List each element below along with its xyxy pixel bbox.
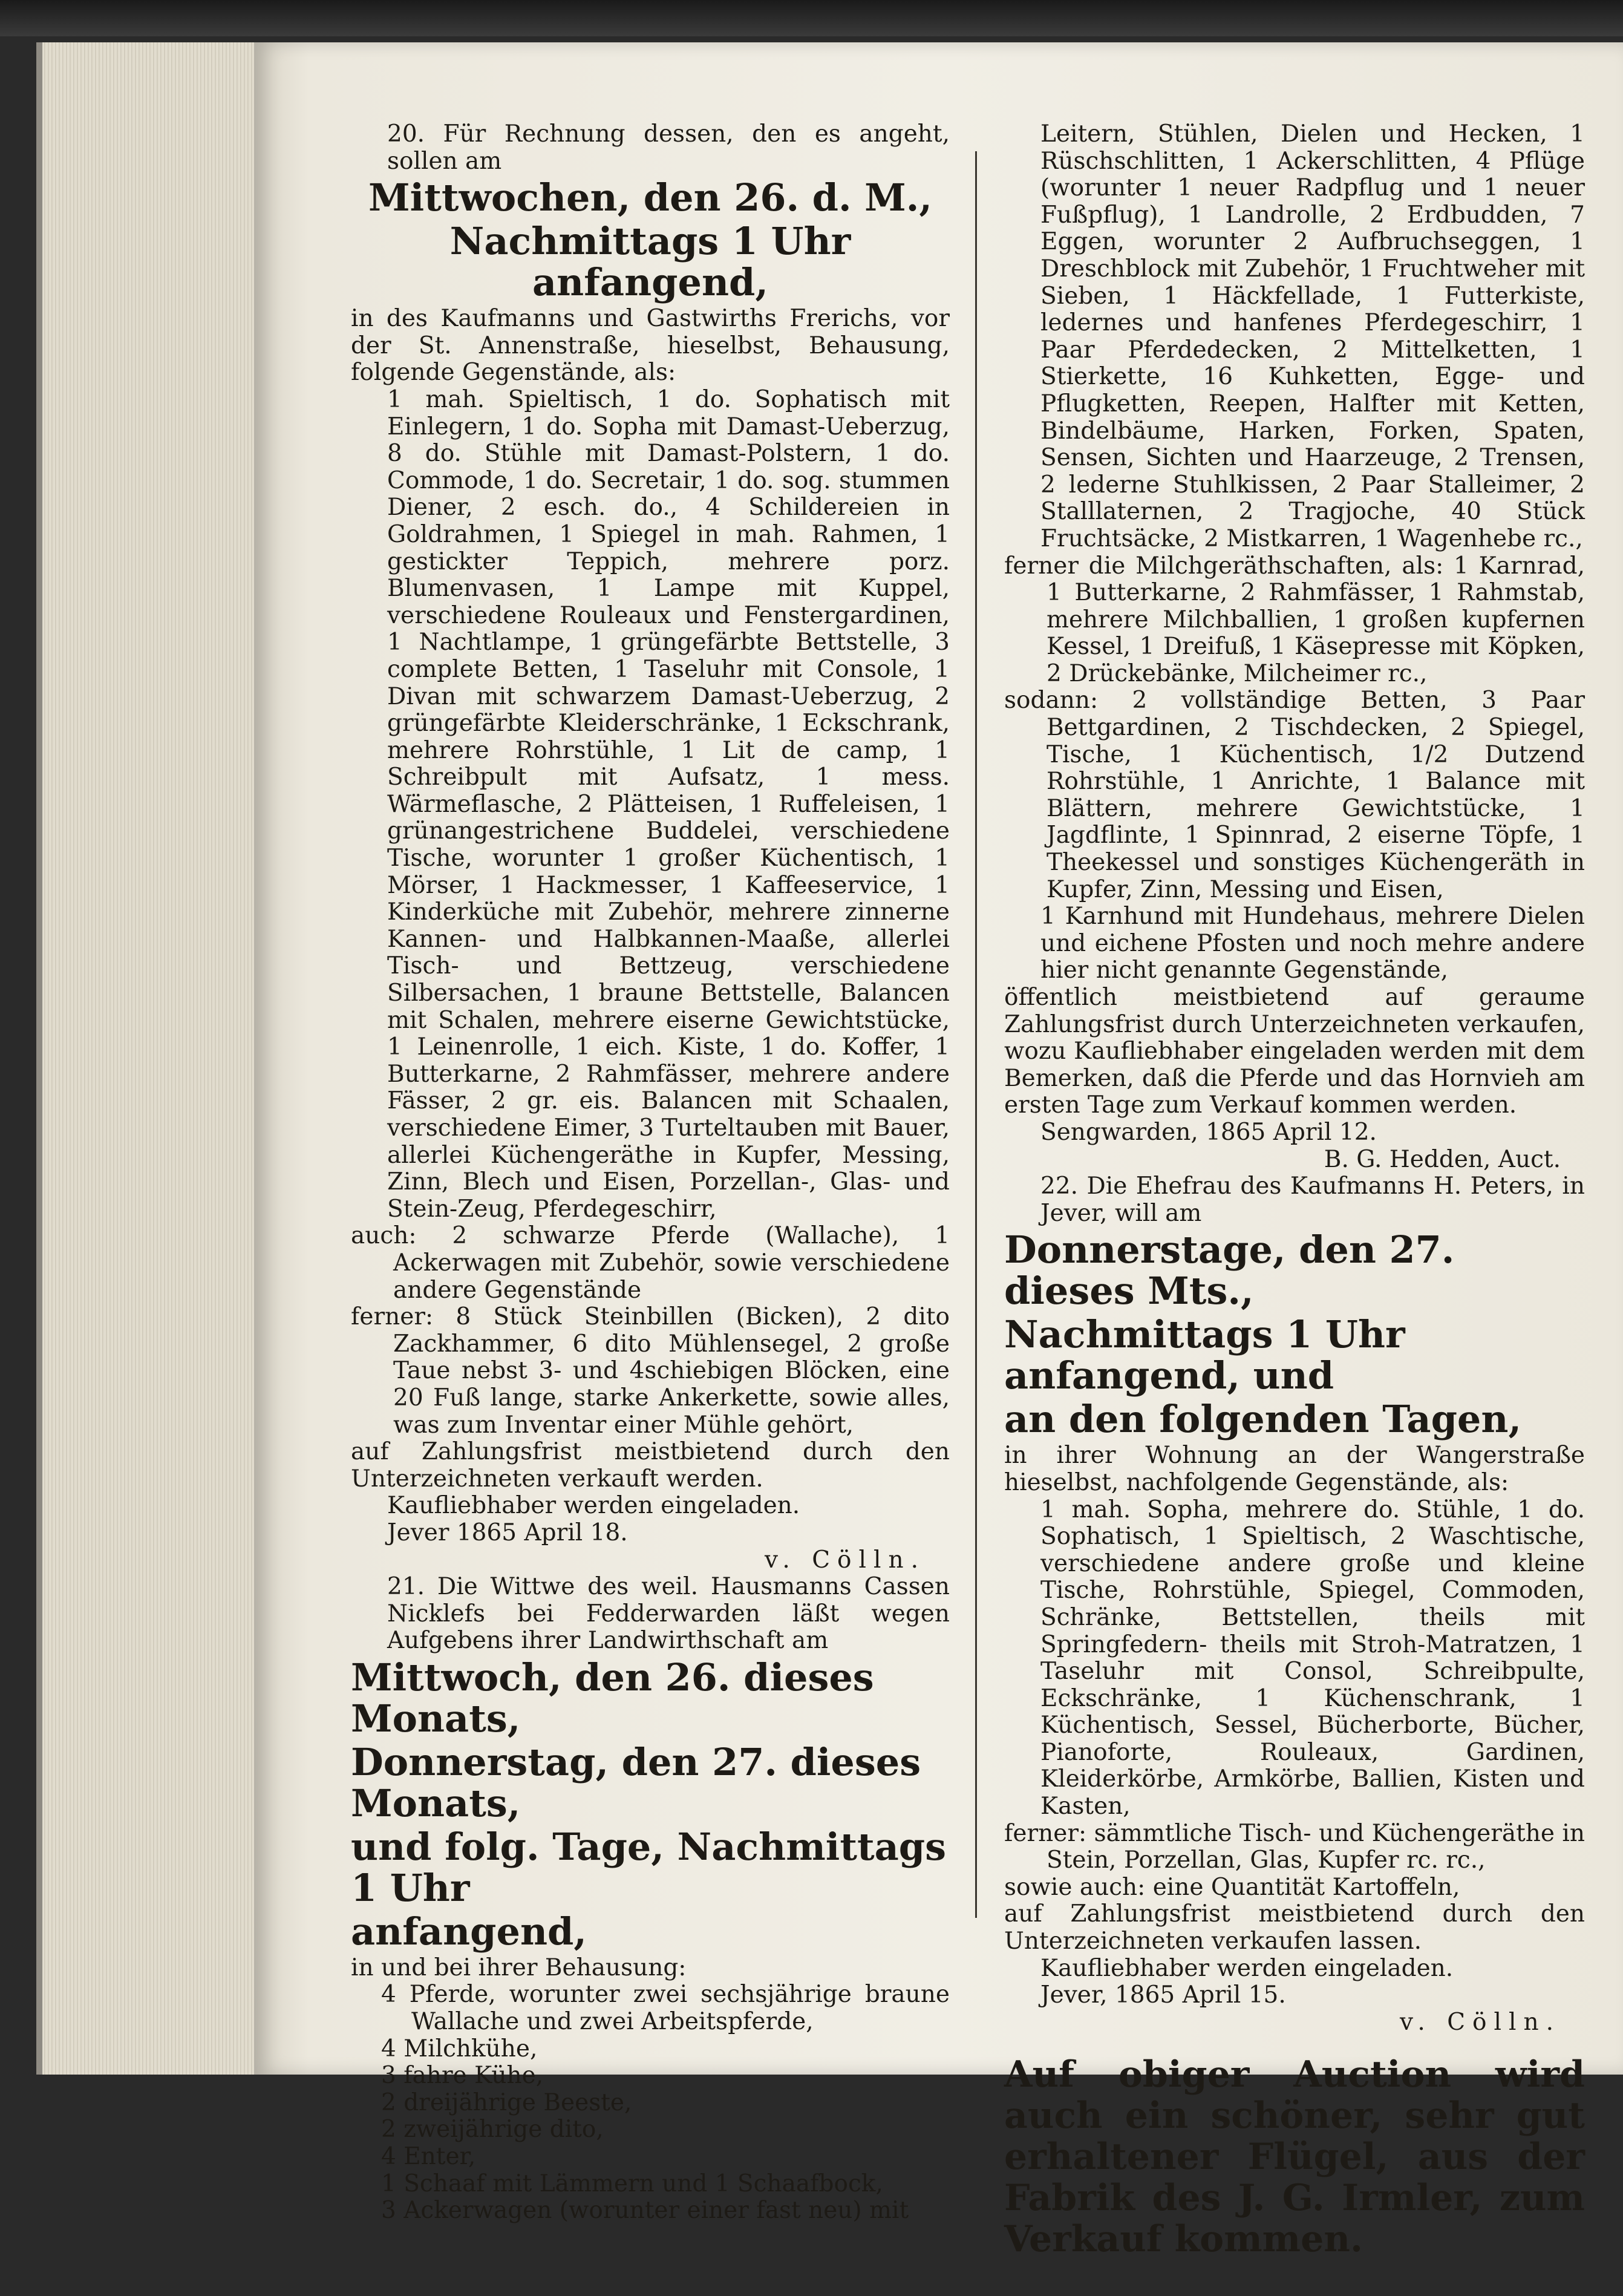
ad20-further: ferner: 8 Stück Steinbillen (Bicken), 2 dito Zackhammer, 6 dito Mühlensegel, 2 große Taue nebst 3- und 4schiebigen Blöcken, eine 20 Fuß lange, starke Ankerkette, sowie alles, was zum Inventar einer Mühle gehört, [351,1303,950,1439]
ad20-items: 1 mah. Spieltisch, 1 do. Sophatisch mit Einlegern, 1 do. Sopha mit Damast-Ueberzug, 8 do. Stühle mit Damast-Polstern, 1 do. Commode, 1 do. Secretair, 1 do. sog. stummen Diener, 2 esch. do., 4 Schildereien in Goldrahmen, 1 Spiegel in mah. Rahmen, 1 gestickter Teppich, mehrere porz. Blumenvasen, 1 Lampe mit Kuppel, verschiedene Rouleaux und Fenstergardinen, 1 Nachtlampe, 1 grüngefärbte Bettstelle, 3 complete Betten, 1 Taseluhr mit Console, 1 Divan mit schwarzem Damast-Ueberzug, 2 grüngefärbte Kleiderschränke, 1 Eckschrank, mehrere Rohrstühle, 1 Lit de camp, 1 Schreibpult mit Aufsatz, 1 mess. Wärmeflasche, 2 Plätteisen, 1 Ruffeleisen, 1 grünangestrichene Buddelei, verschiedene Tische, worunter 1 großer Küchentisch, 1 Mörser, 1 Hackmesser, 1 Kaffeeservice, 1 Kinderküche mit Zubehör, mehrere zinnerne Kannen- und Halbkannen-Maaße, allerlei Tisch- und Bettzeug, verschiedene Silbersachen, 1 braune Bettstelle, Balancen mit Schalen, mehrere eiserne Gewichtstücke, 1 Leinenrolle, 1 eich. Kiste, 1 do. Koffer, 1 Butterkarne, 2 Rahmfässer, mehrere andere Fässer, 2 gr. eis. Balancen mit Schaalen, verschiedene Eimer, 3 Turteltauben mit Bauer, allerlei Küchengeräthe in Kupfer, Messing, Zinn, Blech und Eisen, Porzellan-, Glas- und Stein-Zeug, Pferdegeschirr, [387,385,950,1223]
ad20-signature: v. Cölln. [765,1546,926,1574]
ad21-item: 4 Enter, [381,2143,476,2171]
ad21-items-continued: Leitern, Stühlen, Dielen und Hecken, 1 Rüschschlitten, 1 Ackerschlitten, 4 Pflüge (worunter 1 neuer Radpflug und 1 neuer Fußpflug), 1 Landrolle, 2 Erdbudden, 7 Eggen, worunter 2 Aufbruchseggen, 1 Dreschblock mit Zubehör, 1 Fruchtweher mit Sieben, 1 Häckfellade, 1 Futterkiste, ledernes und hanfenes Pferdegeschirr, 1 Paar Pferdedecken, 2 Mittelketten, 1 Stierkette, 16 Kuhketten, Egge- und Pflugketten, Reepen, Halfter mit Ketten, Bindelbäume, Harken, Forken, Spaten, Sensen, Sichten und Haarzeuge, 2 Trensen, 2 lederne Stuhlkissen, 2 Paar Stalleimer, 2 Stalllaternen, 2 Tragjoche, 40 Stück Fruchtsäcke, 2 Mistkarren, 1 Wagenhebe rc., [1040,120,1585,552]
ad22-intro: 22. Die Ehefrau des Kaufmanns H. Peters, in Jever, will am [1040,1173,1585,1227]
ad21-location: in und bei ihrer Behausung: [351,1954,687,1981]
ad21-intro: 21. Die Wittwe des weil. Hausmanns Cassen Nicklefs bei Fedderwarden läßt wegen Aufgebens ihrer Landwirthschaft am [387,1573,950,1655]
ad20-invite: Kaufliebhaber werden eingeladen. [387,1492,800,1520]
ad21-date-line2: Donnerstag, den 27. dieses Monats, [351,1739,921,1825]
ad20-intro: 20. Für Rechnung dessen, den es angeht, sollen am [387,120,950,175]
ad22-place-date: Jever, 1865 April 15. [1040,1981,1286,2009]
ad20-date-line1: Mittwochen, den 26. d. M., [368,175,932,220]
ad21-item: 2 dreijährige Beeste, [381,2088,632,2116]
ad22-further: ferner: sämmtliche Tisch- und Küchengeräthe in Stein, Porzellan, Glas, Kupfer rc. rc., [1004,1819,1585,1874]
ad22-items: 1 mah. Sopha, mehrere do. Stühle, 1 do. Sophatisch, 1 Spieltisch, 2 Waschtische, verschiedene andere große und kleine Tische, Rohrstühle, Spiegel, Commoden, Schränke, Bettstellen, theils mit Springfedern- theils mit Stroh-Matratzen, 1 Taseluhr mit Consol, Schreibpulte, Eckschränke, 1 Küchenschrank, 1 Küchentisch, Sessel, Bücherborte, Bücher, Pianoforte, Rouleaux, Gardinen, Kleiderkörbe, Armkörbe, Ballien, Kisten und Kasten, [1040,1496,1585,1820]
ad20-terms: auf Zahlungsfrist meistbietend durch den Unterzeichneten verkauft werden. [351,1438,950,1493]
ad21-signature: B. G. Hedden, Auct. [1324,1145,1561,1173]
ad22-signature: v. Cölln. [1400,2008,1561,2036]
ad21-date-line3: und folg. Tage, Nachmittags 1 Uhr [351,1824,947,1910]
ad22-terms: auf Zahlungsfrist meistbietend durch den Unterzeichneten verkaufen lassen. [1004,1900,1585,1955]
ad22-invite: Kaufliebhaber werden eingeladen. [1040,1954,1454,1982]
ad21-item: 3 Ackerwagen (worunter einer fast neu) mit [381,2197,909,2225]
ad21-terms: öffentlich meistbietend auf geraume Zahlungsfrist durch Unterzeichneten verkaufen, wozu Kaufliebhaber eingeladen werden mit dem Bemerken, daß die Pferde und das Hornvieh am ersten Tage zum Verkauf kommen werden. [1004,984,1585,1119]
ad21-then: sodann: 2 vollständige Betten, 3 Paar Bettgardinen, 2 Tischdecken, 2 Spiegel, Tische, 1 Küchentisch, 1/2 Dutzend Rohrstühle, 1 Anrichte, 1 Balance mit Blättern, mehrere Gewichtstücke, 1 Jagdflinte, 1 Spinnrad, 2 eiserne Töpfe, 1 Theekessel und sonstiges Küchengeräth in Kupfer, Zinn, Messing und Eisen, [1004,687,1585,903]
ad21-item: 1 Schaaf mit Lämmern und 1 Schaafbock, [381,2170,883,2197]
ad21-dog: 1 Karnhund mit Hundehaus, mehrere Dielen und eichene Pfosten und noch mehre andere hier nicht genannte Gegenstände, [1040,903,1585,984]
ad21-dairy: ferner die Milchgeräthschaften, als: 1 Karnrad, 1 Butterkarne, 2 Rahmfässer, 1 Rahmstab, mehrere Milchballien, 1 großen kupfernen Kessel, 1 Dreifuß, 1 Käsepresse mit Köpken, 2 Drückebänke, Milcheimer rc., [1004,552,1585,687]
ad21-item: 3 fahre Kühe, [381,2062,544,2090]
ad21-date-line1: Mittwoch, den 26. dieses Monats, [351,1655,874,1741]
ad21-item: 2 zweijährige dito, [381,2116,604,2144]
ad20-place-date: Jever 1865 April 18. [387,1519,628,1546]
ad22-also: sowie auch: eine Quantität Kartoffeln, [1004,1873,1460,1901]
ad21-item: 4 Pferde, worunter zwei sechsjährige braune Wallache und zwei Arbeitspferde, [381,1981,950,2036]
book-page-edges [36,42,266,2075]
ad21-item: 4 Milchkühe, [381,2035,538,2062]
ad22-date-line2: Nachmittags 1 Uhr anfangend, und [1004,1312,1405,1398]
ad22-closing-note: Auf obiger Auction wird auch ein schöner, sehr gut erhaltener Flügel, aus der Fabrik des J. G. Irmler, zum Verkauf kommen. [1004,2053,1585,2261]
right-column [1004,121,1585,2296]
ad22-date-line3: an den folgenden Tagen, [1004,1397,1522,1442]
scanner-background [0,0,1623,36]
column-divider [975,151,977,1918]
ad21-place-date: Sengwarden, 1865 April 12. [1040,1118,1377,1146]
ad22-date-line1: Donnerstage, den 27. dieses Mts., [1004,1228,1455,1313]
ad22-location: in ihrer Wohnung an der Wangerstraße hieselbst, nachfolgende Gegenstände, als: [1004,1442,1585,1496]
ad21-date-line4: anfangend, [351,1909,587,1954]
ad20-date-line2: Nachmittags 1 Uhr anfangend, [449,219,851,305]
ad20-also: auch: 2 schwarze Pferde (Wallache), 1 Ackerwagen mit Zubehör, sowie verschiedene andere Gegenstände [351,1222,950,1304]
left-column [351,121,950,2225]
ad20-location: in des Kaufmanns und Gastwirths Frerichs, vor der St. Annenstraße, hieselbst, Behausung, folgende Gegenstände, als: [351,305,950,387]
